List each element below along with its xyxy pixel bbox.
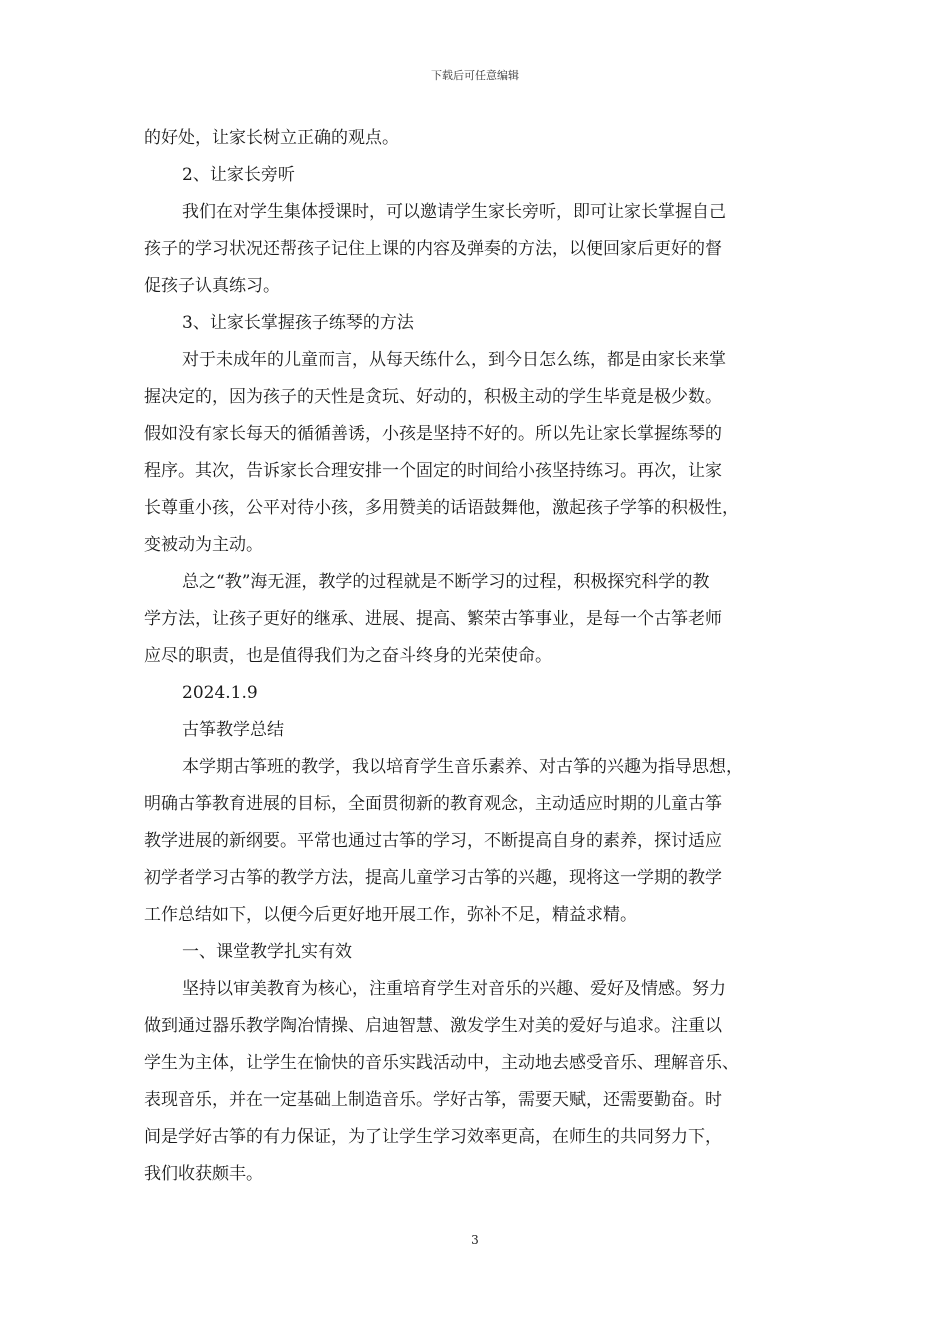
text-line: 教学进展的新纲要。平常也通过古筝的学习，不断提高自身的素养，探讨适应 — [144, 831, 722, 851]
text-line: 间是学好古筝的有力保证，为了让学生学习效率更高，在师生的共同努力下， — [144, 1127, 722, 1147]
text-line: 坚持以审美教育为核心，注重培育学生对音乐的兴趣、爱好及情感。努力 — [182, 979, 726, 999]
text-line: 学方法，让孩子更好的继承、进展、提高、繁荣古筝事业，是每一个古筝老师 — [144, 609, 722, 629]
text-line: 应尽的职责，也是值得我们为之奋斗终身的光荣使命。 — [144, 646, 552, 666]
text-line: 变被动为主动。 — [144, 535, 263, 555]
text-line: 的好处，让家长树立正确的观点。 — [144, 128, 399, 148]
text-line: 2、让家长旁听 — [182, 165, 295, 185]
text-line: 表现音乐，并在一定基础上制造音乐。学好古筝，需要天赋，还需要勤奋。时 — [144, 1090, 722, 1110]
text-line: 我们在对学生集体授课时，可以邀请学生家长旁听，即可让家长掌握自己 — [182, 202, 726, 222]
text-line: 一、课堂教学扎实有效 — [182, 942, 352, 962]
page-header: 下载后可任意编辑 — [431, 69, 519, 82]
text-line: 程序。其次，告诉家长合理安排一个固定的时间给小孩坚持练习。再次，让家 — [144, 461, 722, 481]
text-line: 做到通过器乐教学陶冶情操、启迪智慧、激发学生对美的爱好与追求。注重以 — [144, 1016, 722, 1036]
text-line: 握决定的，因为孩子的天性是贪玩、好动的，积极主动的学生毕竟是极少数。 — [144, 387, 722, 407]
text-line: 促孩子认真练习。 — [144, 276, 280, 296]
text-line: 工作总结如下，以便今后更好地开展工作，弥补不足，精益求精。 — [144, 905, 637, 925]
text-line: 2024.1.9 — [182, 683, 258, 703]
text-line: 假如没有家长每天的循循善诱，小孩是坚持不好的。所以先让家长掌握练琴的 — [144, 424, 722, 444]
text-line: 孩子的学习状况还帮孩子记住上课的内容及弹奏的方法，以便回家后更好的督 — [144, 239, 722, 259]
text-line: 对于未成年的儿童而言，从每天练什么，到今日怎么练，都是由家长来掌 — [182, 350, 726, 370]
text-line: 本学期古筝班的教学，我以培育学生音乐素养、对古筝的兴趣为指导思想， — [182, 757, 743, 777]
text-line: 长尊重小孩，公平对待小孩，多用赞美的话语鼓舞他，激起孩子学筝的积极性， — [144, 498, 739, 518]
text-line: 古筝教学总结 — [182, 720, 284, 740]
text-line: 初学者学习古筝的教学方法，提高儿童学习古筝的兴趣，现将这一学期的教学 — [144, 868, 722, 888]
document-body — [144, 120, 820, 1193]
text-line: 学生为主体，让学生在愉快的音乐实践活动中，主动地去感受音乐、理解音乐、 — [144, 1053, 739, 1073]
text-line: 明确古筝教育进展的目标，全面贯彻新的教育观念，主动适应时期的儿童古筝 — [144, 794, 722, 814]
text-line: 3、让家长掌握孩子练琴的方法 — [182, 313, 414, 333]
text-line: 我们收获颇丰。 — [144, 1164, 263, 1184]
page-number: 3 — [471, 1233, 479, 1247]
text-line: 总之“教”海无涯，教学的过程就是不断学习的过程，积极探究科学的教 — [182, 572, 710, 592]
